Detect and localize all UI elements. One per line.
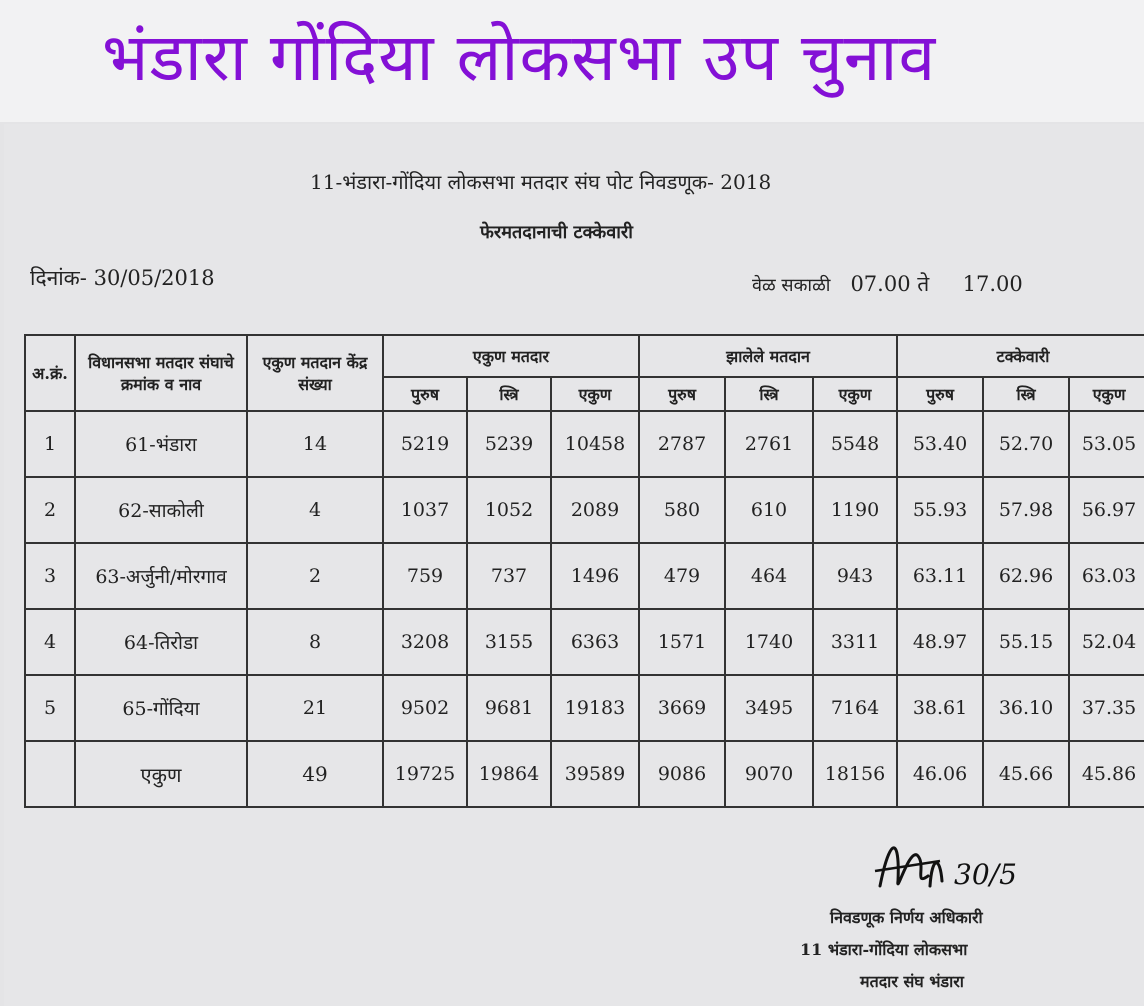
- header-total-voters: एकुण मतदार: [383, 335, 639, 377]
- table-row: [25, 609, 1144, 675]
- header-serial: अ.क्रं.: [25, 335, 75, 411]
- total-voters-female-cell: 19864: [467, 741, 551, 807]
- voters-female-cell: 3155: [467, 609, 551, 675]
- signature: [870, 826, 1030, 906]
- footer-officer-title: निवडणूक निर्णय अधिकारी: [830, 908, 983, 927]
- pct-male-cell: 63.11: [897, 543, 983, 609]
- time-label: वेळ सकाळी: [752, 275, 831, 296]
- serial-cell: 5: [25, 675, 75, 741]
- date-label: दिनांक- 30/05/2018: [30, 266, 215, 290]
- total-cast-female-cell: 9070: [725, 741, 813, 807]
- header-percentage: टक्केवारी: [897, 335, 1144, 377]
- total-serial-cell: [25, 741, 75, 807]
- header-male: पुरुष: [639, 377, 725, 411]
- pct-female-cell: 52.70: [983, 411, 1069, 477]
- pct-male-cell: 48.97: [897, 609, 983, 675]
- pct-total-cell: 53.05: [1069, 411, 1144, 477]
- footer-location: मतदार संघ भंडारा: [860, 972, 964, 991]
- serial-cell: 4: [25, 609, 75, 675]
- pct-female-cell: 57.98: [983, 477, 1069, 543]
- banner-title: भंडारा गोंदिया लोकसभा उप चुनाव: [102, 19, 937, 96]
- cast-total-cell: 5548: [813, 411, 897, 477]
- voters-male-cell: 5219: [383, 411, 467, 477]
- pct-total-cell: 63.03: [1069, 543, 1144, 609]
- total-row: [25, 741, 1144, 807]
- centres-cell: 8: [247, 609, 383, 675]
- voters-female-cell: 737: [467, 543, 551, 609]
- centres-cell: 4: [247, 477, 383, 543]
- header-constituency: विधानसभा मतदार संघाचे क्रमांक व नाव: [75, 335, 247, 411]
- cast-male-cell: 3669: [639, 675, 725, 741]
- total-cast-male-cell: 9086: [639, 741, 725, 807]
- voters-male-cell: 759: [383, 543, 467, 609]
- pct-female-cell: 36.10: [983, 675, 1069, 741]
- turnout-table: [24, 334, 1144, 808]
- total-centres-cell: 49: [247, 741, 383, 807]
- constituency-cell: 63-अर्जुनी/मोरगाव: [75, 543, 247, 609]
- total-cast-total-cell: 18156: [813, 741, 897, 807]
- time-to: 17.00: [962, 272, 1023, 296]
- centres-cell: 2: [247, 543, 383, 609]
- header-total: एकुण: [551, 377, 639, 411]
- header-row-1: [25, 335, 1144, 377]
- serial-cell: 2: [25, 477, 75, 543]
- header-polling-centres: एकुण मतदान केंद्र संख्या: [247, 335, 383, 411]
- cast-female-cell: 610: [725, 477, 813, 543]
- cast-total-cell: 7164: [813, 675, 897, 741]
- pct-total-cell: 56.97: [1069, 477, 1144, 543]
- table-row: [25, 411, 1144, 477]
- pct-total-cell: 52.04: [1069, 609, 1144, 675]
- voters-female-cell: 1052: [467, 477, 551, 543]
- banner: [0, 0, 1144, 122]
- constituency-cell: 61-भंडारा: [75, 411, 247, 477]
- cast-male-cell: 2787: [639, 411, 725, 477]
- cast-female-cell: 3495: [725, 675, 813, 741]
- total-label: एकुण: [75, 741, 247, 807]
- header-male: पुरुष: [383, 377, 467, 411]
- constituency-cell: 64-तिरोडा: [75, 609, 247, 675]
- cast-female-cell: 1740: [725, 609, 813, 675]
- total-pct-male-cell: 46.06: [897, 741, 983, 807]
- constituency-cell: 65-गोंदिया: [75, 675, 247, 741]
- table-row: [25, 477, 1144, 543]
- total-pct-total-cell: 45.86: [1069, 741, 1144, 807]
- cast-male-cell: 479: [639, 543, 725, 609]
- time-range: [752, 270, 1023, 298]
- total-pct-female-cell: 45.66: [983, 741, 1069, 807]
- centres-cell: 14: [247, 411, 383, 477]
- voters-total-cell: 19183: [551, 675, 639, 741]
- header-total: एकुण: [1069, 377, 1144, 411]
- voters-male-cell: 1037: [383, 477, 467, 543]
- voters-total-cell: 6363: [551, 609, 639, 675]
- centres-cell: 21: [247, 675, 383, 741]
- header-votes-cast: झालेले मतदान: [639, 335, 897, 377]
- document-subtitle: फेरमतदानाची टक्केवारी: [480, 222, 633, 243]
- header-male: पुरुष: [897, 377, 983, 411]
- voters-female-cell: 9681: [467, 675, 551, 741]
- total-voters-male-cell: 19725: [383, 741, 467, 807]
- pct-male-cell: 55.93: [897, 477, 983, 543]
- serial-cell: 1: [25, 411, 75, 477]
- voters-female-cell: 5239: [467, 411, 551, 477]
- pct-female-cell: 55.15: [983, 609, 1069, 675]
- constituency-cell: 62-साकोली: [75, 477, 247, 543]
- voters-total-cell: 2089: [551, 477, 639, 543]
- header-female: स्त्रि: [467, 377, 551, 411]
- voters-total-cell: 1496: [551, 543, 639, 609]
- voters-total-cell: 10458: [551, 411, 639, 477]
- header-female: स्त्रि: [983, 377, 1069, 411]
- table-row: [25, 675, 1144, 741]
- voters-male-cell: 3208: [383, 609, 467, 675]
- total-voters-total-cell: 39589: [551, 741, 639, 807]
- pct-male-cell: 53.40: [897, 411, 983, 477]
- svg-text:30/5: 30/5: [954, 858, 1017, 891]
- table-row: [25, 543, 1144, 609]
- cast-male-cell: 580: [639, 477, 725, 543]
- header-total: एकुण: [813, 377, 897, 411]
- cast-female-cell: 464: [725, 543, 813, 609]
- pct-male-cell: 38.61: [897, 675, 983, 741]
- serial-cell: 3: [25, 543, 75, 609]
- pct-female-cell: 62.96: [983, 543, 1069, 609]
- document-title: 11-भंडारा-गोंदिया लोकसभा मतदार संघ पोट निवडणूक- 2018: [310, 170, 772, 194]
- header-female: स्त्रि: [725, 377, 813, 411]
- cast-female-cell: 2761: [725, 411, 813, 477]
- footer-constituency: 11 भंडारा-गोंदिया लोकसभा: [800, 940, 968, 959]
- cast-total-cell: 943: [813, 543, 897, 609]
- cast-total-cell: 3311: [813, 609, 897, 675]
- cast-total-cell: 1190: [813, 477, 897, 543]
- time-from: 07.00 ते: [850, 272, 930, 296]
- voters-male-cell: 9502: [383, 675, 467, 741]
- cast-male-cell: 1571: [639, 609, 725, 675]
- pct-total-cell: 37.35: [1069, 675, 1144, 741]
